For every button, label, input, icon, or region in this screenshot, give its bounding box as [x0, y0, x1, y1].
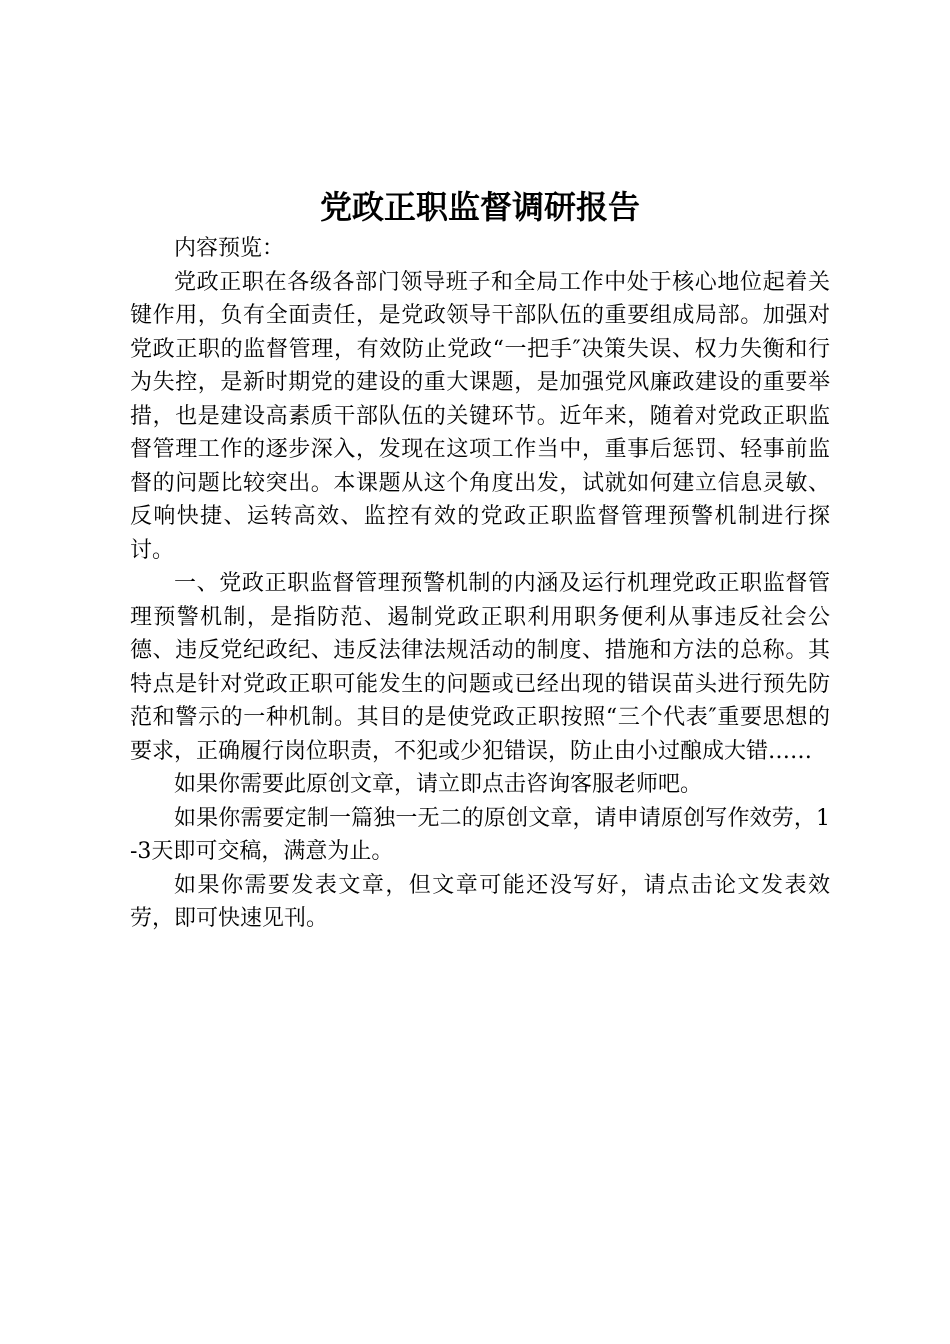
- paragraph-preview-label: 内容预览：: [174, 236, 285, 261]
- paragraph-section-one: 一、党政正职监督管理预警机制的内涵及运行机理党政正职监督管理预警机制，是指防范、遏制党政正职利用职务便利从事违反社会公德、违反党纪政纪、违反法律法规活动的制度、措施和方法的总称。其特点是针对党政正职可能发生的问题或已经出现的错误苗头进行预先防范和警示的一种机制。其目的是使党政正职按照“三个代表″重要思想的要求，正确履行岗位职责，不犯或少犯错误，防止由小过酿成大错……: [130, 571, 830, 764]
- paragraph-publish-notice: 如果你需要发表文章，但文章可能还没写好，请点击论文发表效劳，即可快速见刊。: [130, 872, 830, 931]
- document-body: [130, 232, 830, 936]
- paragraph-custom-writing-notice: 如果你需要定制一篇独一无二的原创文章，请申请原创写作效劳，1-3天即可交稿，满意为止。: [130, 805, 830, 864]
- paragraph-intro: 党政正职在各级各部门领导班子和全局工作中处于核心地位起着关键作用，负有全面责任，是党政领导干部队伍的重要组成局部。加强对党政正职的监督管理，有效防止党政“一把手″决策失误、权力失衡和行为失控，是新时期党的建设的重大课题，是加强党风廉政建设的重要举措，也是建设高素质干部队伍的关键环节。近年来，随着对党政正职监督管理工作的逐步深入，发现在这项工作当中，重事后惩罚、轻事前监督的问题比较突出。本课题从这个角度出发，试就如何建立信息灵敏、反响快捷、运转高效、监控有效的党政正职监督管理预警机制进行探讨。: [130, 269, 830, 563]
- document-title: 党政正职监督调研报告: [319, 188, 640, 226]
- paragraph-consult-notice: 如果你需要此原创文章，请立即点击咨询客服老师吧。: [174, 772, 703, 797]
